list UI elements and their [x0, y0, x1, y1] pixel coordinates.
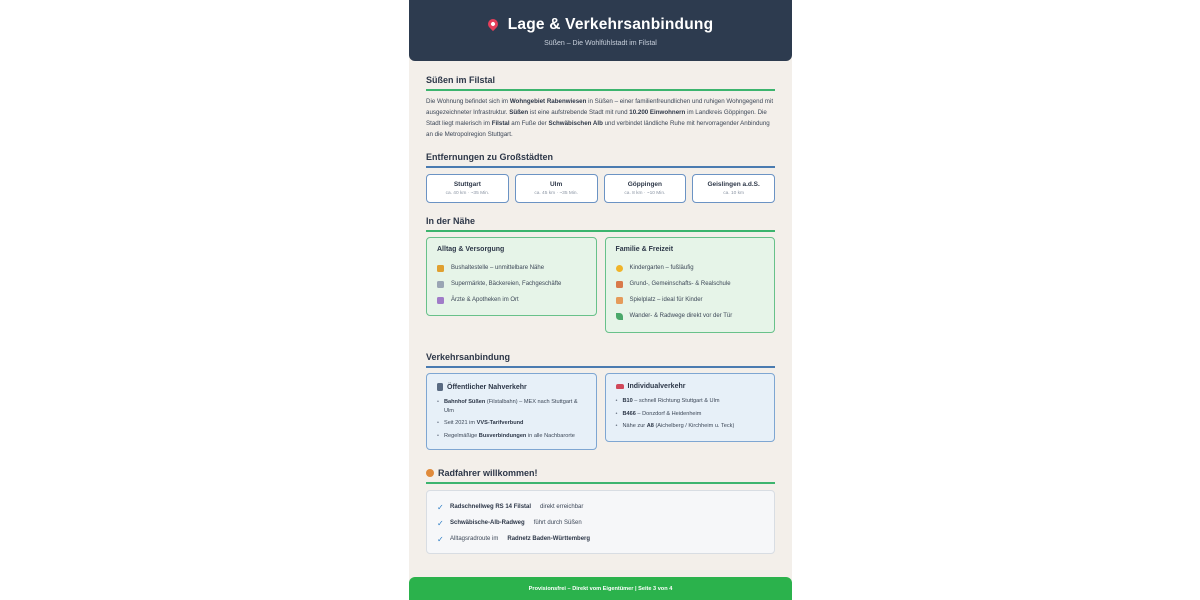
transport-list-item	[616, 397, 765, 406]
list-item-label: Grund-, Gemeinschafts- & Realschule	[629, 281, 731, 287]
distance-card-geislingen	[692, 174, 775, 203]
distance-card-stuttgart	[426, 174, 509, 203]
child-icon	[616, 265, 623, 272]
bold-text: Filstal	[491, 120, 510, 127]
intro-divider	[426, 89, 775, 91]
bike-section	[426, 468, 775, 554]
check-icon: ✓	[437, 502, 444, 512]
text-span: (Filstalbahn) – MEX nach Stuttgart & Ulm	[443, 399, 578, 414]
text-span: (Aichelberg / Kirchheim u. Teck)	[653, 423, 735, 429]
transport-list-item	[616, 410, 765, 419]
distance-card-goeppingen	[604, 174, 687, 203]
bike-route-note: führt durch Süßen	[533, 520, 582, 526]
public-transport-list	[437, 398, 586, 440]
page-title-text: Lage & Verkehrsanbindung	[507, 16, 714, 33]
distance-city: Stuttgart	[453, 181, 481, 188]
document-page	[409, 0, 792, 600]
bold-text: Bahnhof Süßen	[443, 399, 486, 405]
distance-value: ca. 10 km	[723, 191, 745, 196]
nearby-columns	[426, 237, 775, 333]
list-item	[616, 292, 765, 308]
transport-list-item	[616, 422, 765, 431]
transport-section	[426, 352, 775, 450]
distance-value: ca. 45 km · ~35 Min.	[534, 191, 578, 196]
bike-divider	[426, 482, 775, 484]
bike-route-note: direkt erreichbar	[540, 504, 584, 510]
transport-list-item-text	[622, 397, 719, 406]
check-icon: ✓	[437, 518, 444, 528]
list-item	[616, 308, 765, 324]
bold-text: B10	[622, 398, 633, 404]
bike-route-name: Radschnellweg RS 14 Filstal	[450, 504, 532, 510]
text-span: in Süßen – einer familienfreundlichen und ruhigen Wohngegend mit ausgezeichneter Infrastruktur.	[426, 98, 774, 116]
distance-value: ca. 40 km · ~35 Min.	[445, 191, 490, 196]
distances-divider	[426, 166, 775, 168]
list-item-label: Spielplatz – ideal für Kinder	[629, 297, 703, 303]
bike-heading	[426, 468, 775, 482]
family-box	[605, 237, 776, 333]
list-item	[616, 260, 765, 276]
public-transport-box	[426, 373, 597, 450]
distance-city: Geislingen a.d.S.	[707, 181, 760, 188]
list-item-label: Bushaltestelle – unmittelbare Nähe	[451, 265, 545, 271]
bike-route-item	[437, 531, 764, 547]
text-span: im Landkreis Göppingen. Die Stadt liegt malerisch im	[426, 109, 767, 127]
bold-text: Süßen	[509, 109, 529, 116]
distance-city: Göppingen	[627, 181, 663, 188]
list-item	[437, 292, 586, 308]
text-span: in alle Nachbarorte	[526, 432, 575, 439]
car-icon	[616, 384, 624, 389]
text-span: am Fuße der	[509, 120, 549, 127]
distance-value: ca. 8 km · ~10 Min.	[624, 191, 666, 196]
train-icon	[437, 383, 443, 391]
text-span: – Donzdorf & Heidenheim	[635, 410, 702, 417]
page-footer: Provisionsfrei – Direkt vom Eigentümer | Seite 3 von 4	[409, 577, 792, 600]
transport-list-item	[437, 419, 586, 428]
bold-text: VVS-Tarifverbund	[476, 420, 524, 426]
text-span: Die Wohnung befindet sich im	[426, 98, 510, 105]
transport-list-item	[437, 398, 586, 415]
bold-text: A8	[646, 423, 654, 429]
distance-city: Ulm	[549, 181, 563, 188]
bike-route-note: Alltagsradroute im	[450, 536, 499, 542]
transport-list-item-text	[444, 432, 575, 441]
transport-divider	[426, 366, 775, 368]
bus-icon	[437, 265, 444, 272]
bike-routes-box	[426, 490, 775, 554]
bike-route-name: Schwäbische-Alb-Radweg	[450, 520, 525, 526]
pharmacy-icon	[437, 297, 444, 304]
bike-heading-text: Radfahrer willkommen!	[438, 468, 538, 478]
private-transport-list	[616, 397, 765, 431]
page-header	[409, 0, 792, 61]
nearby-divider	[426, 230, 775, 232]
everyday-box	[426, 237, 597, 316]
public-transport-title	[437, 383, 586, 391]
private-transport-title	[616, 383, 765, 390]
school-icon	[616, 281, 623, 288]
bold-text: 10.200 Einwohnern	[629, 109, 686, 116]
distances-heading: Entfernungen zu Großstädten	[426, 152, 553, 162]
bike-route-item	[437, 499, 764, 515]
bold-text: B466	[622, 410, 636, 417]
bold-text: Wohngebiet Rabenwiesen	[509, 98, 587, 105]
list-item	[616, 276, 765, 292]
list-item-label: Kindergarten – fußläufig	[629, 265, 694, 271]
transport-list-item	[437, 432, 586, 441]
text-span: – schnell Richtung Stuttgart & Ulm	[632, 398, 720, 404]
bicycle-icon	[426, 469, 434, 477]
family-title: Familie & Freizeit	[615, 246, 674, 253]
bike-route-item	[437, 515, 764, 531]
transport-heading: Verkehrsanbindung	[426, 352, 511, 362]
list-item-label: Ärzte & Apotheken im Ort	[451, 297, 519, 303]
private-transport-box	[605, 373, 776, 442]
private-transport-title-text: Individualverkehr	[627, 383, 686, 390]
page-subtitle: Süßen – Die Wohlfühlstadt im Filstal	[544, 40, 657, 47]
text-span: ist eine aufstrebende Stadt mit rund	[528, 109, 630, 116]
list-item-label: Wander- & Radwege direkt vor der Tür	[629, 313, 733, 319]
transport-list-item-text	[444, 398, 586, 415]
list-item-label: Supermärkte, Bäckereien, Fachgeschäfte	[451, 281, 562, 287]
bike-route-name: Radnetz Baden-Württemberg	[507, 536, 591, 542]
bold-text: Busverbindungen	[478, 432, 527, 439]
page-content	[409, 75, 792, 554]
hiking-icon	[616, 313, 623, 320]
nearby-heading: In der Nähe	[426, 216, 476, 226]
transport-list-item-text	[622, 422, 734, 431]
bold-text: Schwäbischen Alb	[548, 120, 603, 127]
transport-columns	[426, 373, 775, 450]
public-transport-title-text: Öffentlicher Nahverkehr	[447, 383, 527, 391]
text-span: Nähe zur	[622, 423, 647, 429]
intro-paragraph	[426, 96, 775, 140]
intro-heading: Süßen im Filstal	[426, 75, 496, 85]
check-icon: ✓	[437, 534, 444, 544]
distance-card-ulm	[515, 174, 598, 203]
text-span: und verbindet ländliche Ruhe mit hervorragender Anbindung an die Metropolregion Stuttgart.	[426, 120, 770, 138]
distance-cards	[426, 174, 775, 203]
cart-icon	[437, 281, 444, 288]
playground-icon	[616, 297, 623, 304]
distances-section	[426, 152, 775, 203]
nearby-section	[426, 216, 775, 333]
everyday-title: Alltag & Versorgung	[437, 246, 505, 253]
list-item	[437, 260, 586, 276]
transport-list-item-text	[622, 410, 701, 419]
text-span: Seit 2021 im	[443, 420, 477, 426]
intro-section	[426, 75, 775, 140]
list-item	[437, 276, 586, 292]
text-span: Regelmäßige	[443, 432, 479, 439]
page-title	[409, 16, 792, 34]
pin-icon	[486, 17, 500, 31]
transport-list-item-text	[444, 419, 523, 428]
